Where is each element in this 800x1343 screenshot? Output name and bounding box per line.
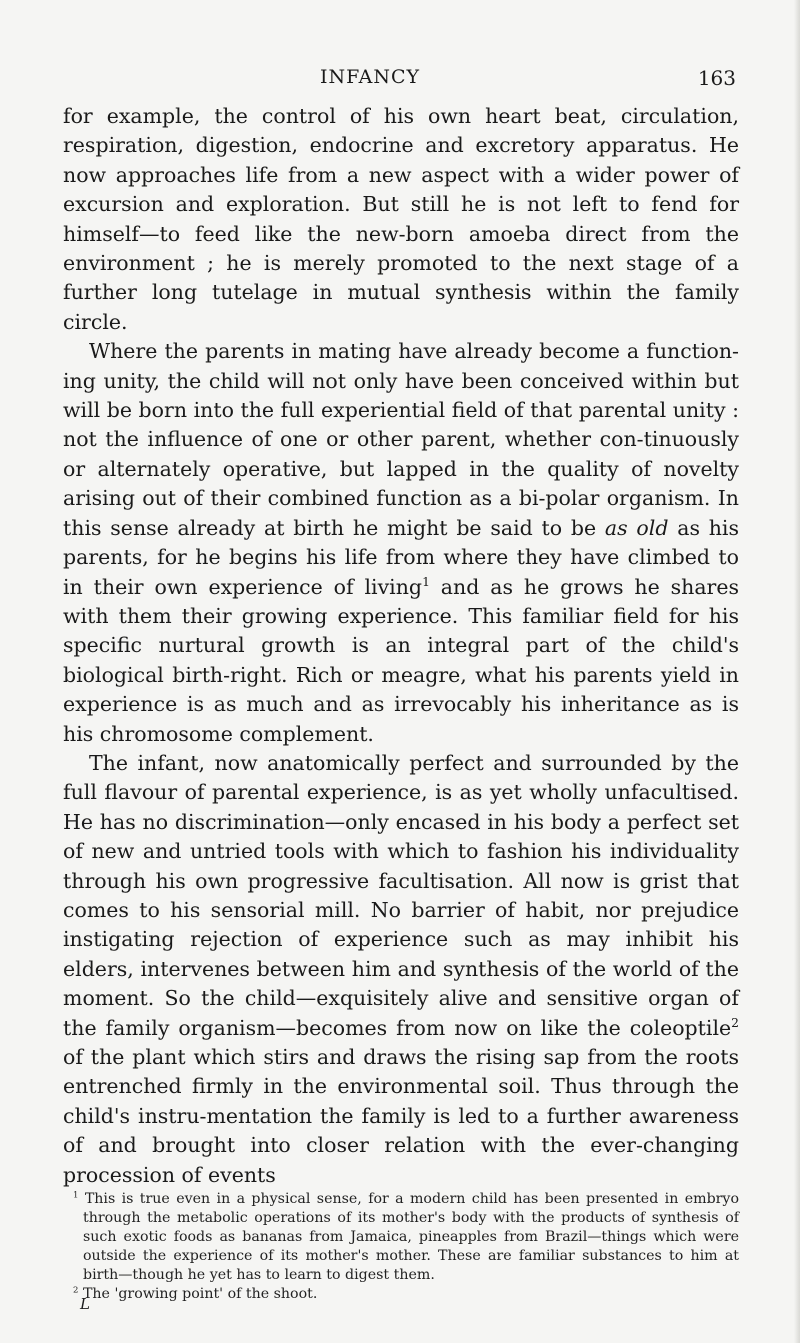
paragraph-1 bbox=[63, 102, 739, 337]
footnote-2 bbox=[63, 1285, 739, 1304]
footnote-1 bbox=[63, 1190, 739, 1285]
footnote-ref-1: 1 bbox=[422, 574, 430, 589]
paragraph-3-text-b: of the plant which stirs and draws the rising sap from the roots entrenched firmly in the environmental soil. Thus through the child's instru-mentation the family is led to a further awareness of and brought into closer relation with the ever-changing procession of events bbox=[63, 1045, 739, 1187]
page-edge-shadow bbox=[794, 0, 800, 1343]
paragraph-2-text-a: Where the parents in mating have already become a function-ing unity, the child will not only have been conceived within but will be born into the full experiential field of that parental unity : not the influence of one or other parent, whether con-tinuously or alternately operative, but lapped in the quality of novelty arising out of their combined function as a bi-polar organism. In this sense already at birth he might be said to be bbox=[63, 339, 739, 540]
paragraph-2-italic: as old bbox=[604, 515, 669, 540]
footnote-2-text: The 'growing point' of the shoot. bbox=[82, 1286, 318, 1302]
page-header bbox=[0, 66, 800, 96]
page-number: 163 bbox=[697, 66, 736, 90]
footnote-ref-2: 2 bbox=[731, 1015, 739, 1030]
paragraph-2 bbox=[63, 337, 739, 749]
body-text bbox=[63, 102, 739, 1190]
footnotes bbox=[63, 1190, 739, 1304]
paragraph-2-text-b: as his parents, for he begins his life from where they have climbed to in their own experience of living bbox=[63, 515, 740, 599]
footnote-2-marker: 2 bbox=[73, 1285, 79, 1296]
paragraph-2-text-c: and as he grows he shares with them their growing experience. This familiar field for his specific nurtural growth is an integral part of the child's biological birth-right. Rich or meagre, what his parents yield in experience is as much and as irrevocably his inheritance as is his chromosome complement. bbox=[63, 574, 739, 746]
paragraph-3 bbox=[63, 749, 739, 1190]
paragraph-1-text: for example, the control of his own heart beat, circulation, respiration, digestion, endocrine and excretory apparatus. He now approaches life from a new aspect with a wider power of excursion and exploration. But still he is not left to fend for himself—to feed like the new-born amoeba direct from the environment ; he is merely promoted to the next stage of a further long tutelage in mutual synthesis within the family circle. bbox=[63, 104, 739, 334]
signature-mark: L bbox=[80, 1295, 90, 1313]
footnote-1-text: This is true even in a physical sense, for a modern child has been presented in embryo through the metabolic operations of its mother's body with the products of synthesis of such exotic foods as bananas from Jamaica, pineapples from Brazil—things which were outside the experience of its mother's mother. These are familiar substances to him at birth—though he yet has to learn to digest them. bbox=[83, 1191, 739, 1283]
running-head: INFANCY bbox=[320, 66, 421, 88]
paragraph-3-text-a: The infant, now anatomically perfect and surrounded by the full flavour of parental experience, is as yet wholly unfacultised. He has no discrimination—only encased in his body a perfect set of new and untried tools with which to fashion his individuality through his own progressive facultisation. All now is grist that comes to his sensorial mill. No barrier of habit, nor prejudice instigating rejection of experience such as may inhibit his elders, intervenes between him and synthesis of the world of the moment. So the child—exquisitely alive and sensitive organ of the family organism—becomes from now on like the coleoptile bbox=[63, 750, 739, 1040]
footnote-1-marker: 1 bbox=[73, 1190, 79, 1201]
